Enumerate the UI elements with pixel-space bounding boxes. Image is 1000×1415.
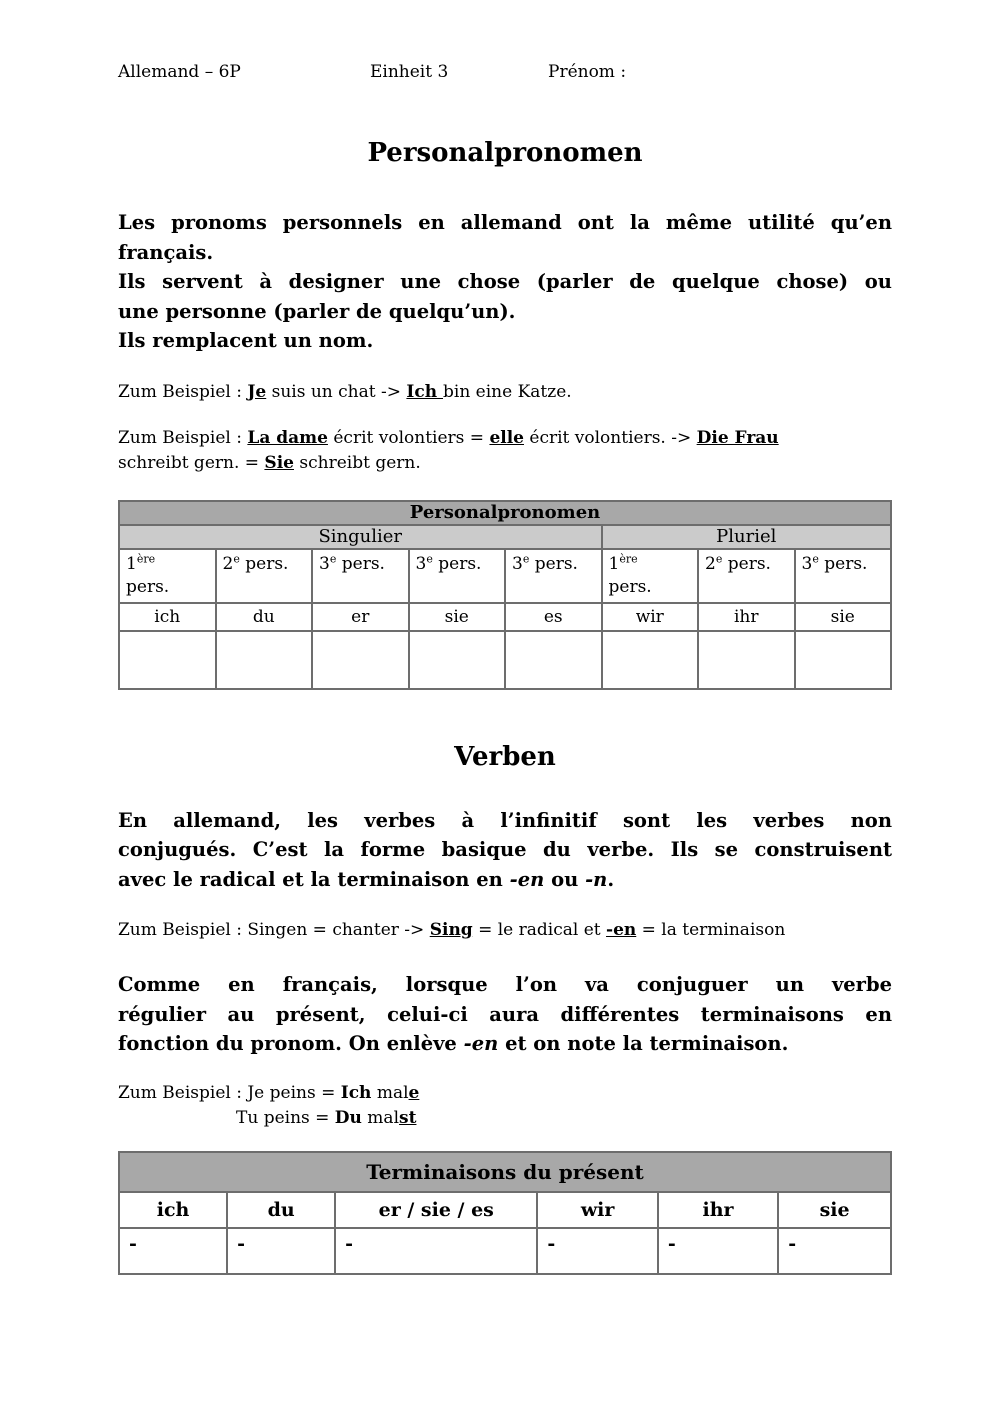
highlighted-subject: La dame [247, 427, 328, 448]
person-label: pers. [432, 553, 482, 574]
example-text: = la terminaison [636, 920, 786, 940]
person-number: 3 [319, 553, 330, 574]
person-header-cell [409, 549, 506, 603]
section-title-verben: Verben [454, 741, 556, 772]
empty-answer-cell [698, 631, 795, 689]
empty-answer-cell [119, 631, 216, 689]
highlighted-ending: st [399, 1107, 417, 1128]
example-sentence-2 [118, 426, 892, 476]
ending-answer-cell: - [778, 1228, 891, 1274]
course-label: Allemand – 6P [118, 62, 241, 82]
intro-paragraph-verbs [118, 806, 892, 895]
intro-line: Ils servent à designer une chose (parler de quelque chose) ou [118, 270, 892, 293]
pronoun-cell: ich [119, 603, 216, 631]
example-text: Tu peins = [236, 1107, 335, 1128]
empty-answer-cell [409, 631, 506, 689]
conjugation-line: régulier au présent, celui-ci aura différentes terminaisons en [118, 1002, 892, 1026]
name-label: Prénom : [548, 62, 627, 82]
example-text: = le radical et [472, 920, 607, 940]
person-header-cell [119, 549, 216, 603]
number-group-row [119, 525, 891, 549]
highlighted-ending: -en [606, 920, 637, 940]
intro-text: ou [544, 867, 586, 891]
person-header-cell [602, 549, 699, 603]
ending-n: -n [585, 867, 608, 891]
intro-line [118, 865, 892, 895]
person-number: 3 [512, 553, 523, 574]
example-sentence-3 [118, 918, 892, 943]
ending-answer-cell: - [335, 1228, 537, 1274]
person-number: 1 [126, 553, 137, 574]
pronoun-cell: sie [409, 603, 506, 631]
person-ordinal-suffix: e [522, 551, 530, 565]
example-text: bin eine Katze. [443, 381, 572, 402]
person-header-cell [795, 549, 892, 603]
person-header-cell [505, 549, 602, 603]
pronoun-header-cell: sie [778, 1192, 891, 1228]
example-text: écrit volontiers. -> [524, 427, 697, 448]
person-label: pers. [818, 553, 868, 574]
pronoun-header-cell: du [227, 1192, 335, 1228]
person-ordinal-suffix: e [329, 551, 337, 565]
highlighted-stem: Sing [429, 920, 473, 940]
pronoun-header-cell: ich [119, 1192, 227, 1228]
pronoun-cell: es [505, 603, 602, 631]
pronoun-cell: ihr [698, 603, 795, 631]
person-header-row [119, 549, 891, 603]
intro-line: français. [118, 240, 214, 264]
conjugation-line: Comme en français, lorsque l’on va conjuguer un verbe [118, 973, 892, 996]
pronoun-cell: wir [602, 603, 699, 631]
example-text: schreibt gern. = [118, 452, 265, 473]
empty-answer-cell [602, 631, 699, 689]
person-ordinal-suffix: ère [136, 551, 156, 565]
unit-label: Einheit 3 [370, 62, 449, 82]
empty-answer-cell [216, 631, 313, 689]
person-ordinal-suffix: e [426, 551, 433, 565]
example-text: mal [371, 1082, 409, 1103]
pronoun-header-cell: ihr [658, 1192, 778, 1228]
ending-answer-row [119, 1228, 891, 1274]
conjugation-line [118, 1029, 892, 1059]
example-text: Zum Beispiel : [118, 381, 248, 402]
table-title-cell: Terminaisons du présent [119, 1152, 891, 1192]
intro-line: conjugués. C’est la forme basique du verbe. Ils se construisent [118, 838, 892, 861]
ending-en: -en [509, 867, 545, 891]
table-title-cell: Personalpronomen [119, 501, 891, 525]
ending-en: -en [463, 1032, 499, 1055]
plural-header-cell: Pluriel [602, 525, 892, 549]
person-ordinal-suffix: e [715, 551, 723, 565]
intro-text: . [607, 867, 615, 891]
highlighted-pronoun: Sie [264, 452, 294, 473]
highlighted-subject: Die Frau [696, 427, 779, 448]
person-number: 2 [222, 553, 234, 574]
example-text: Zum Beispiel : Singen = chanter -> [118, 920, 430, 940]
empty-answer-cell [795, 631, 892, 689]
example-text: écrit volontiers = [327, 427, 490, 448]
person-header-cell [698, 549, 795, 603]
example-sentence-4 [118, 1081, 892, 1131]
person-number: 1 [608, 553, 620, 574]
section-title-personalpronomen: Personalpronomen [367, 138, 643, 168]
pronoun-row [119, 603, 891, 631]
pronoun-header-row [119, 1192, 891, 1228]
intro-paragraph-pronouns [118, 208, 892, 356]
ending-answer-cell: - [537, 1228, 657, 1274]
intro-line: une personne (parler de quelqu’un). [118, 299, 516, 323]
person-label: pers. [336, 553, 385, 574]
highlighted-ending: e [408, 1082, 420, 1103]
pronoun-cell: du [216, 603, 313, 631]
ending-answer-cell: - [119, 1228, 227, 1274]
empty-answer-row [119, 631, 891, 689]
conjugation-text: et on note la terminaison. [498, 1032, 789, 1055]
example-line [118, 1081, 892, 1106]
highlighted-pronoun: Je [247, 381, 267, 402]
intro-text: avec le radical et la terminaison en [118, 867, 510, 891]
conjugation-paragraph [118, 970, 892, 1059]
highlighted-pronoun: Ich [406, 381, 443, 402]
personalpronomen-table [118, 500, 892, 690]
example-sentence-1 [118, 380, 892, 405]
example-line [118, 426, 892, 451]
person-label: pers. [722, 553, 771, 574]
example-line [118, 1106, 892, 1131]
empty-answer-cell [505, 631, 602, 689]
table-title-row [119, 501, 891, 525]
intro-line: Ils remplacent un nom. [118, 329, 374, 352]
highlighted-pronoun: Du [334, 1107, 362, 1128]
table-title-row [119, 1152, 891, 1192]
person-label: pers. [239, 553, 289, 574]
person-number: 3 [801, 553, 813, 574]
singular-header-cell: Singulier [119, 525, 602, 549]
highlighted-pronoun: elle [489, 427, 524, 448]
example-text: Zum Beispiel : [118, 427, 248, 448]
intro-line: Les pronoms personnels en allemand ont la même utilité qu’en [118, 211, 892, 234]
example-text: mal [361, 1107, 400, 1128]
person-header-cell [312, 549, 409, 603]
conjugation-text: fonction du pronom. On enlève [118, 1032, 464, 1055]
pronoun-cell: er [312, 603, 409, 631]
ending-answer-cell: - [658, 1228, 778, 1274]
highlighted-pronoun: Ich [340, 1082, 372, 1103]
person-label: pers. [608, 576, 652, 597]
person-number: 3 [415, 553, 427, 574]
person-ordinal-suffix: e [812, 551, 819, 565]
person-label: pers. [529, 553, 578, 574]
person-number: 2 [705, 553, 716, 574]
pronoun-header-cell: wir [537, 1192, 657, 1228]
person-label: pers. [126, 576, 170, 597]
person-ordinal-suffix: e [233, 551, 240, 565]
example-text: suis un chat -> [266, 381, 407, 402]
person-header-cell [216, 549, 313, 603]
example-text: Zum Beispiel : Je peins = [118, 1082, 341, 1103]
person-ordinal-suffix: ère [619, 551, 638, 565]
pronoun-header-cell: er / sie / es [335, 1192, 537, 1228]
intro-line: En allemand, les verbes à l’infinitif sont les verbes non [118, 808, 892, 832]
ending-answer-cell: - [227, 1228, 335, 1274]
empty-answer-cell [312, 631, 409, 689]
terminaisons-table [118, 1151, 892, 1275]
pronoun-cell: sie [795, 603, 892, 631]
example-text: schreibt gern. [293, 452, 421, 473]
example-line [118, 451, 892, 476]
document-header [118, 62, 892, 83]
